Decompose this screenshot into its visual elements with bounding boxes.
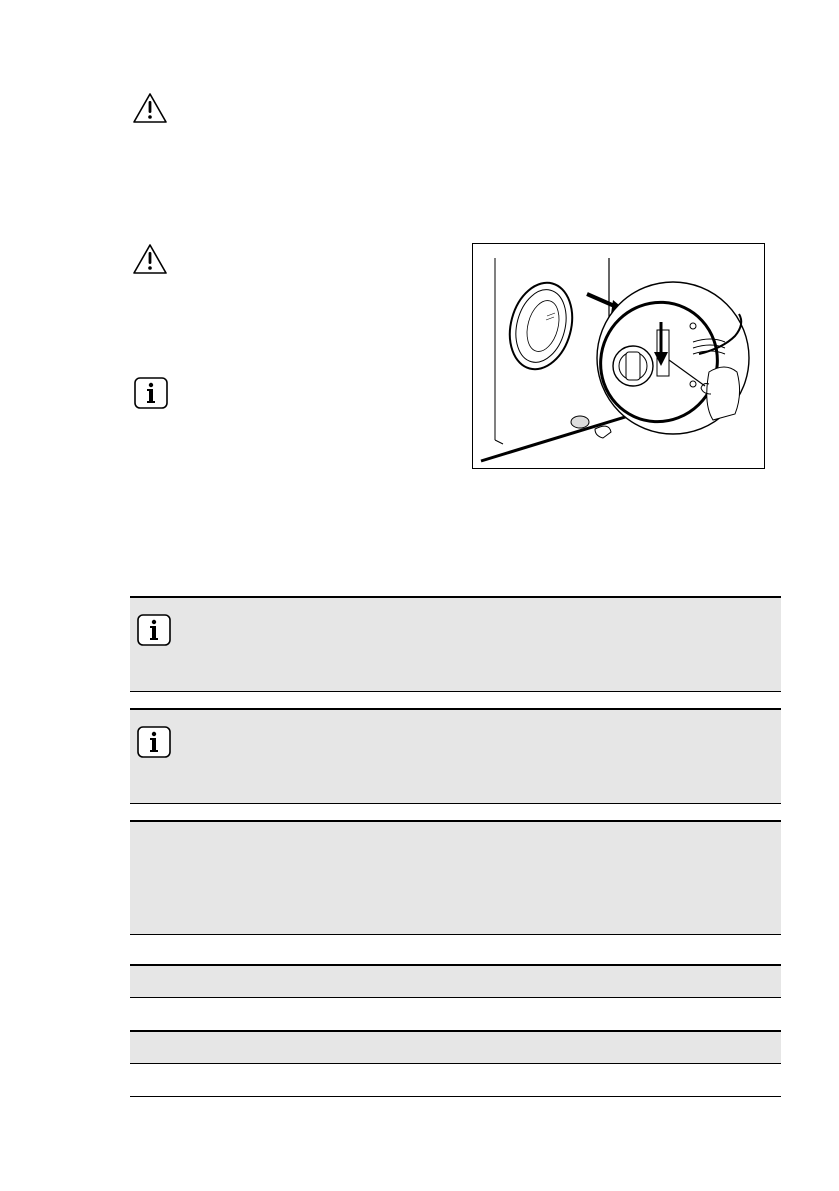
warning-triangle-icon: [132, 243, 168, 275]
info-icon: [137, 726, 171, 758]
info-note-panel: [130, 708, 781, 804]
info-icon: [137, 614, 171, 646]
table-row: [130, 964, 781, 998]
info-icon: [134, 377, 168, 409]
info-note-panel: [130, 596, 781, 692]
table-row: [130, 1030, 781, 1064]
table-bottom-rule: [130, 1096, 781, 1097]
drain-filter-figure: [472, 243, 765, 469]
table-header-panel: [130, 820, 781, 935]
warning-triangle-icon: [132, 92, 168, 124]
